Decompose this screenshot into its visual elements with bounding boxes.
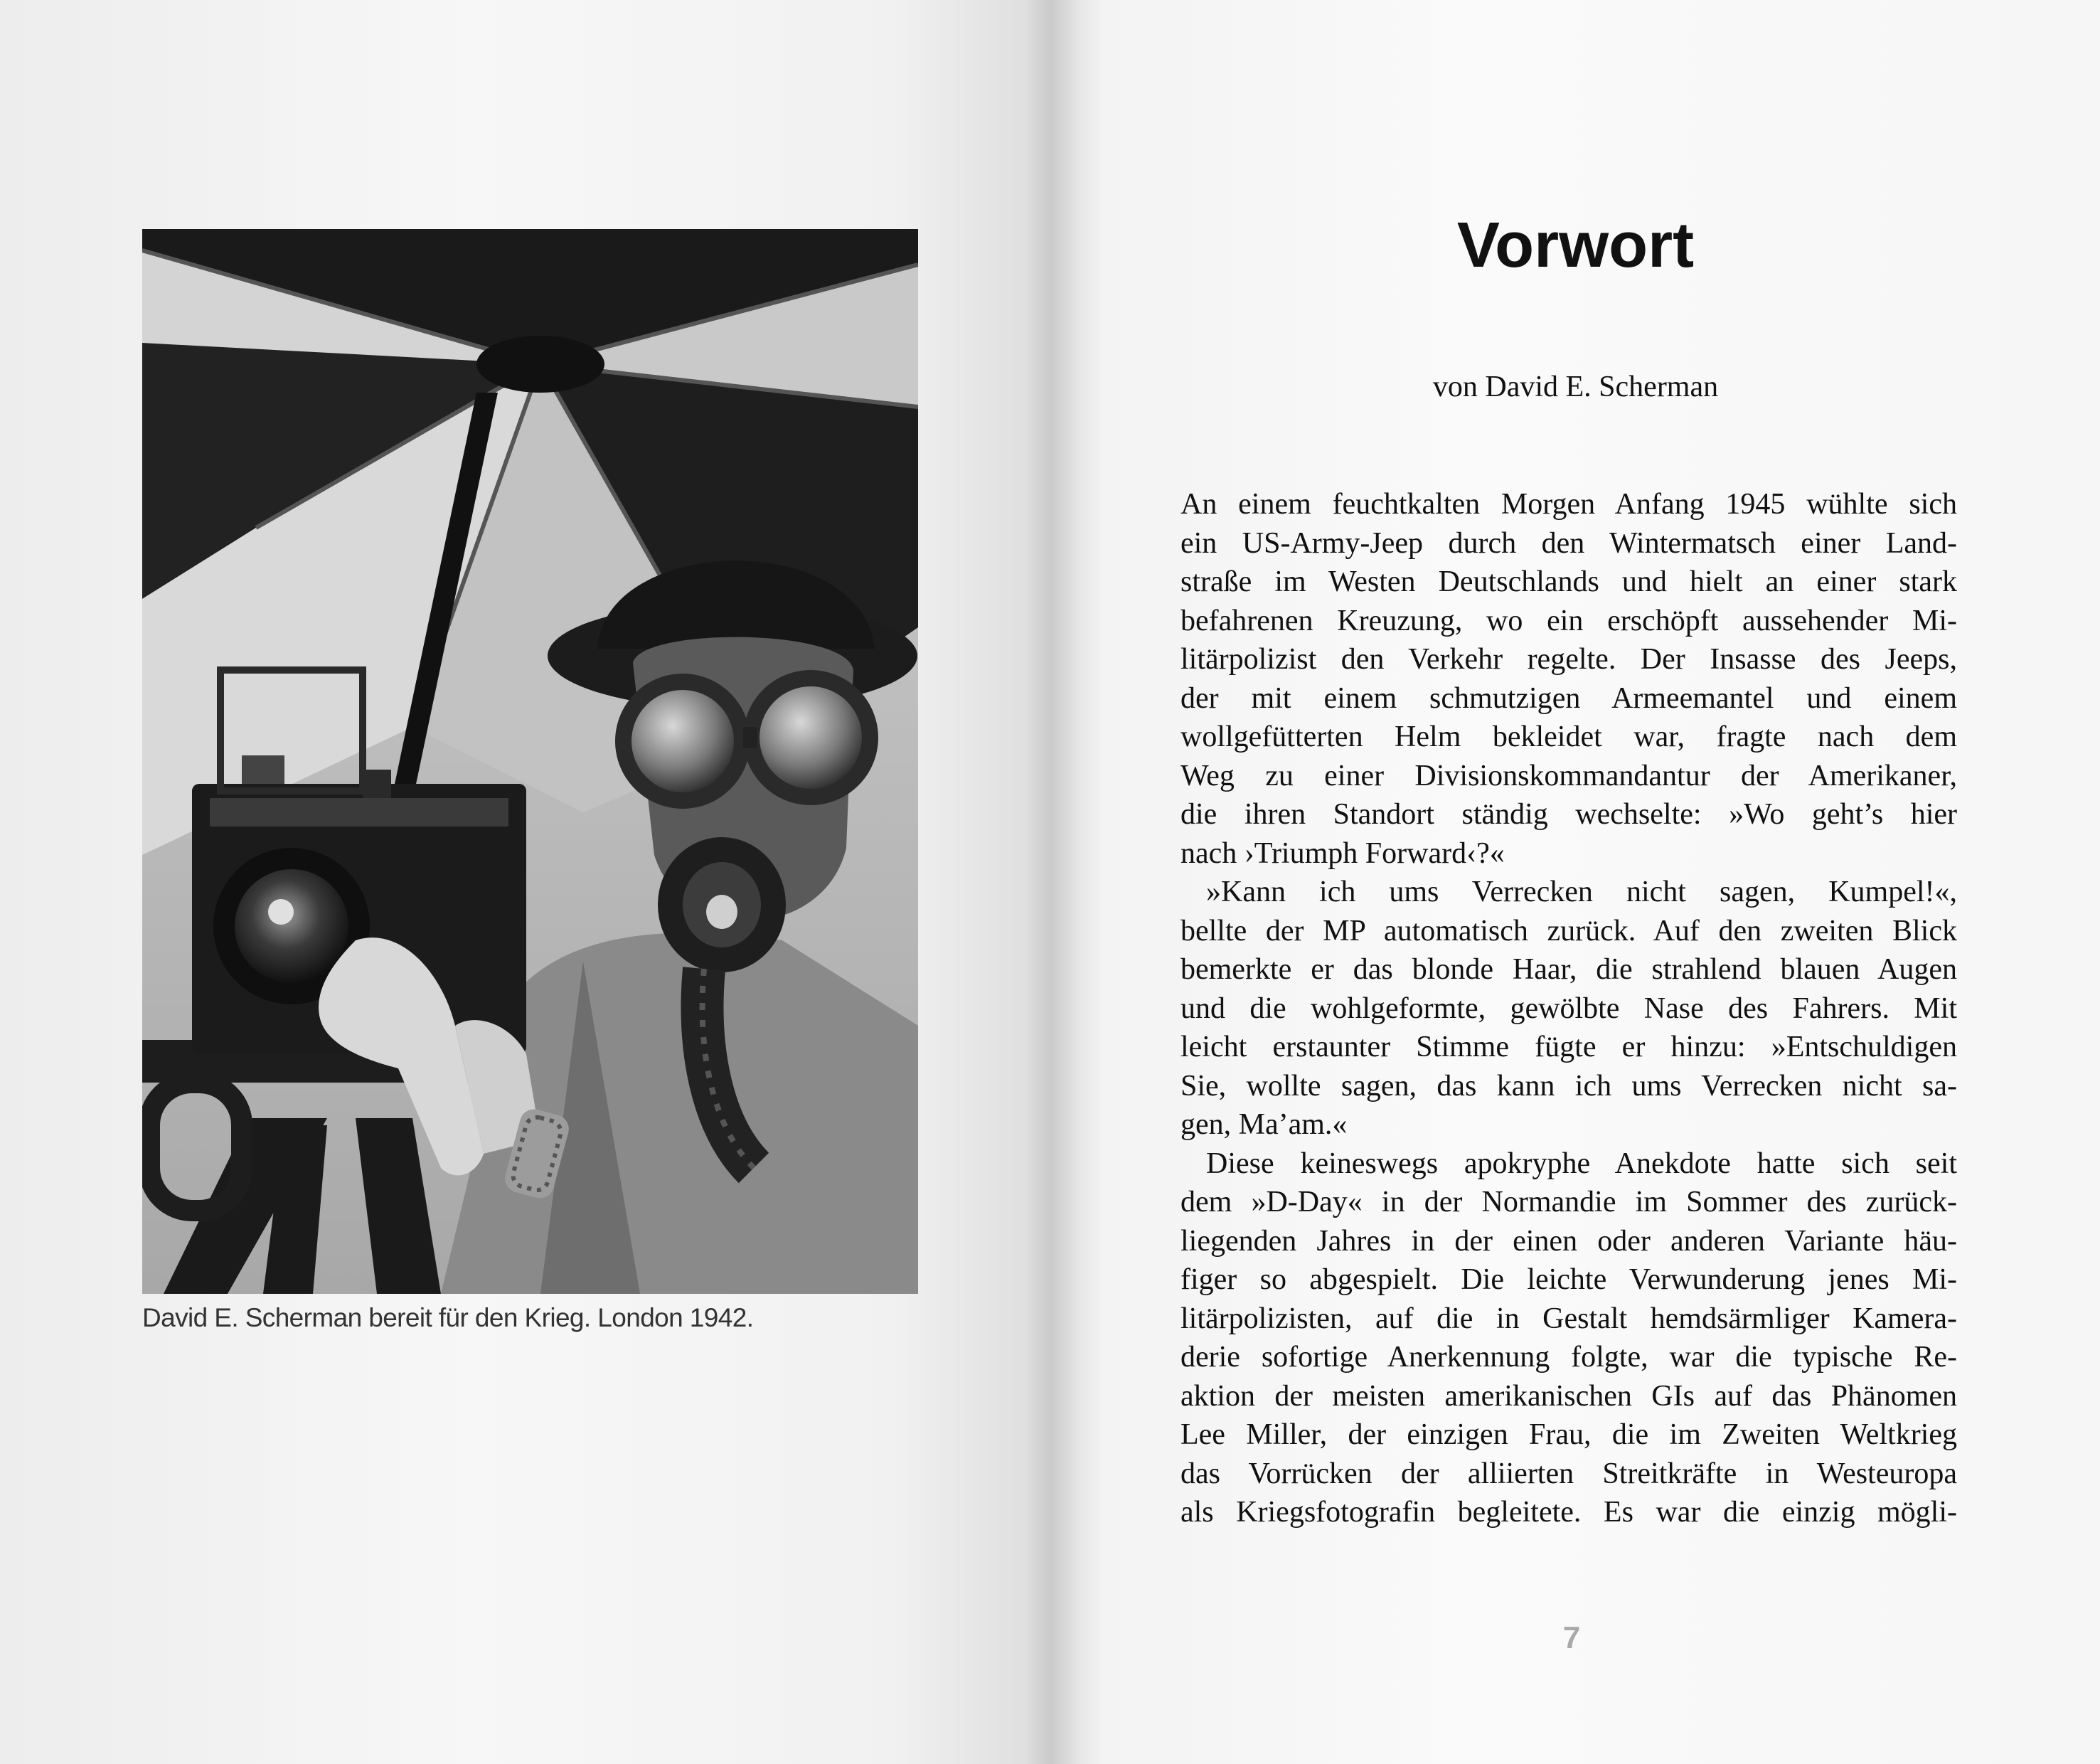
photograph-photographer-with-gas-mask	[142, 229, 918, 1294]
text-line: ein US-Army-Jeep durch den Wintermatsch einer Land-	[1180, 526, 1957, 560]
photo-caption: David E. Scherman bereit für den Krieg. London 1942.	[142, 1303, 754, 1332]
text-line: und die wohlgeformte, gewölbte Nase des Fahrers. Mit	[1180, 992, 1957, 1025]
text-line: »Kann ich ums Verrecken nicht sagen, Kumpel!«,	[1206, 876, 1957, 908]
text-line: dem »D-Day« in der Normandie im Sommer des zurück-	[1180, 1186, 1957, 1218]
text-line: wollgefütterten Helm bekleidet war, fragte nach dem	[1180, 721, 1957, 753]
text-line: bemerkte er das blonde Haar, die strahlend blauen Augen	[1180, 953, 1957, 986]
page-number: 7	[1562, 1620, 1581, 1655]
text-line: bellte der MP automatisch zurück. Auf den zweiten Blick	[1180, 914, 1957, 947]
text-line: als Kriegsfotografin begleitete. Es war die einzig mögli-	[1180, 1496, 1957, 1529]
text-line: die ihren Standort ständig wechselte: »Wo geht’s hier	[1180, 798, 1957, 831]
text-line: nach ›Triumph Forward‹?«	[1180, 836, 1505, 870]
text-line: straße im Westen Deutschlands und hielt an einer stark	[1180, 565, 1957, 598]
text-line: der mit einem schmutzigen Armeemantel und einem	[1180, 681, 1957, 715]
text-line: leicht erstaunter Stimme fügte er hinzu: »Entschuldigen	[1180, 1031, 1957, 1063]
text-line: An einem feuchtkalten Morgen Anfang 1945 wühlte sich	[1180, 488, 1957, 521]
text-line: Weg zu einer Divisionskommandantur der Amerikaner,	[1180, 759, 1957, 792]
text-line: litärpolizisten, auf die in Gestalt hemdsärmliger Kamera-	[1180, 1302, 1957, 1335]
text-line: derie sofortige Anerkennung folgte, war die typische Re-	[1180, 1341, 1957, 1374]
text-line: figer so abgespielt. Die leichte Verwunderung jenes Mi-	[1180, 1263, 1957, 1296]
chapter-title: Vorwort	[1456, 210, 1695, 281]
text-line: liegenden Jahres in der einen oder anderen Variante häu-	[1180, 1224, 1957, 1258]
text-line: Diese keineswegs apokryphe Anekdote hatte sich seit	[1206, 1147, 1957, 1180]
text-line: litärpolizist den Verkehr regelte. Der Insasse des Jeeps,	[1180, 643, 1957, 676]
text-line: aktion der meisten amerikanischen GIs auf das Phänomen	[1180, 1379, 1957, 1413]
text-line: befahrenen Kreuzung, wo ein erschöpft aussehender Mi-	[1180, 604, 1957, 637]
text-line: gen, Ma’am.«	[1180, 1108, 1348, 1141]
author-line: von David E. Scherman	[1432, 371, 1719, 403]
text-line: Lee Miller, der einzigen Frau, die im Zweiten Weltkrieg	[1180, 1418, 1957, 1451]
text-line: das Vorrücken der alliierten Streitkräfte in Westeuropa	[1180, 1457, 1957, 1490]
foreword-body-text	[1180, 485, 1957, 1532]
text-line: Sie, wollte sagen, das kann ich ums Verrecken nicht sa-	[1180, 1069, 1957, 1102]
